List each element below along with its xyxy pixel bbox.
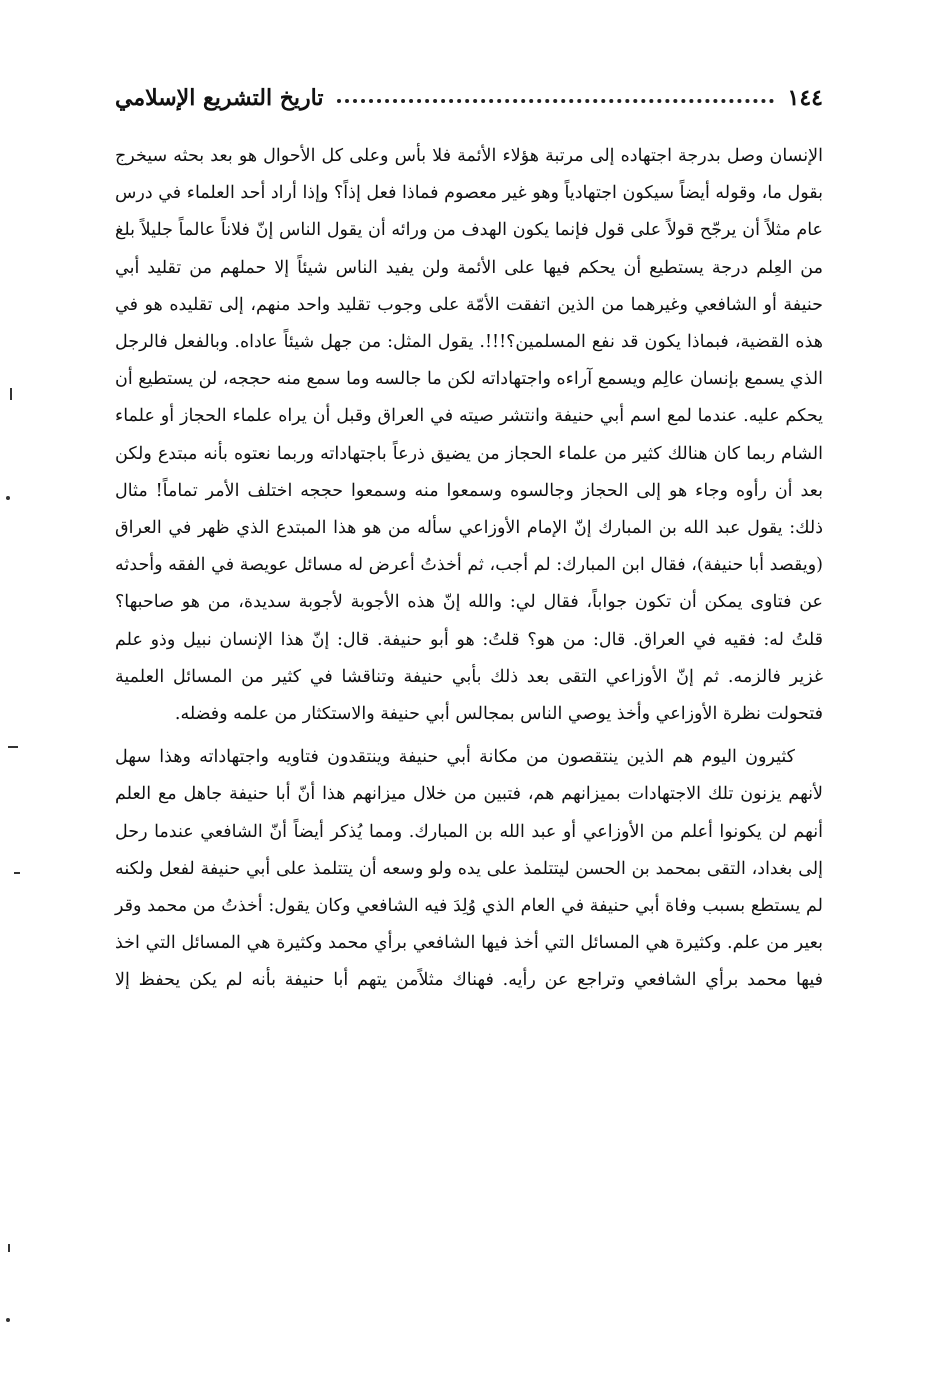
scan-speck [14, 872, 20, 874]
running-title: تاريخ التشريع الإسلامي [115, 85, 324, 111]
scan-speck [6, 496, 10, 500]
scan-speck [6, 1318, 10, 1322]
scan-speck [8, 746, 18, 748]
page-header [115, 78, 823, 118]
page-number: ١٤٤ [787, 85, 823, 111]
header-dotted-leader [337, 99, 773, 103]
paragraph-2: كثيرون اليوم هم الذين ينتقصون من مكانة أبي حنيفة وينتقدون فتاويه واجتهاداته وهذا سهل لأنهم يزنون تلك الاجتهادات بميزانهم هم، فتبين من خلال ميزانهم هذا أنّ أبا حنيفة جاهل مع العلم أنهم لن يكونوا أعلم من الأوزاعي أو عبد الله بن المبارك. ومما يُذكر أيضاً أنّ الشافعي عندما رحل إلى بغداد، التقى بمحمد بن الحسن ليتتلمذ على يده ولو وسعه أن يتتلمذ على أبي حنيفة لفعل ولكنه لم يستطع بسبب وفاة أبي حنيفة في العام الذي وُلِدَ فيه الشافعي وكان يقول: أخذتُ من محمد وقر بعير من علم. وكثيرة هي المسائل التي أخذ فيها الشافعي برأي محمد وكثيرة هي المسائل التي اخذ فيها محمد برأي الشافعي وتراجع عن رأيه. فهناك مثلاًمن يتهم أبا حنيفة بأنه لم يكن يحفظ إلا [115, 747, 823, 991]
page-body [115, 138, 823, 1000]
scan-speck [10, 388, 12, 400]
paragraph-1: الإنسان وصل بدرجة اجتهاده إلى مرتبة هؤلاء الأئمة فلا بأس وعلى كل الأحوال هو بعد بحثه سيخرج بقول ما، وقوله أيضاً سيكون اجتهادياً وهو غير معصوم فماذا فعل إذاً؟ وإذا أراد أحد العلماء في درس عام مثلاً أن يرجّح قولاً على قول فإنما يكون الهدف من ورائه أن يقول الناس إنّ فلاناً عالماً جليلاً بلغ من العِلم درجة يستطيع أن يحكم فيها على الأئمة ولن يفيد الناس شيئاً إلا حملهم من تقليد أبي حنيفة أو الشافعي وغيرهما من الذين اتفقت الأمّة على وجوب تقليد واحد منهم، إلى تقليده هو في هذه القضية، فبماذا يكون قد نفع المسلمين؟!!!. يقول المثل: من جهل شيئاً عاداه. وبالفعل فالرجل الذي يسمع بإنسان عالِم ويسمع آراءه واجتهاداته لكن ما جالسه وما سمع منه حججه، لن يستطيع أن يحكم عليه. عندما لمع اسم أبي حنيفة وانتشر صيته في العراق وقبل أن يراه علماء الحجاز أو علماء الشام ربما كان هنالك كثير من علماء الحجاز من يضيق ذرعاً باجتهاداته وربما نعتوه بأنه مبتدع ولكن بعد أن رأوه وجاء هو إلى الحجاز وجالسوه وسمعوا منه وسمعوا حججه اختلف الأمر تماماً! مثال ذلك: يقول عبد الله بن المبارك إنّ الإمام الأوزاعي سأله من هو هذا المبتدع الذي ظهر في العراق (ويقصد أبا حنيفة)، فقال ابن المبارك: لم أجب، ثم أخذتُ أعرض له مسائل عويصة في الفقه وأحدثه عن فتاوى يمكن أن تكون جواباً، فقال لي: والله إنّ هذه الأجوبة لأجوبة سديدة، من هو صاحبها؟ قلتُ له: فقيه في العراق. قال: من هو؟ قلتُ: هو أبو حنيفة. قال: إنّ هذا الإنسان نبيل وذو علم غزير فالزمه. ثم إنّ الأوزاعي التقى بعد ذلك بأبي حنيفة وتناقشا في كثير من المسائل العلمية فتحولت نظرة الأوزاعي وأخذ يوصي الناس بمجالس أبي حنيفة والاستكثار من علمه وفضله. [115, 146, 823, 725]
scan-speck [8, 1244, 10, 1252]
